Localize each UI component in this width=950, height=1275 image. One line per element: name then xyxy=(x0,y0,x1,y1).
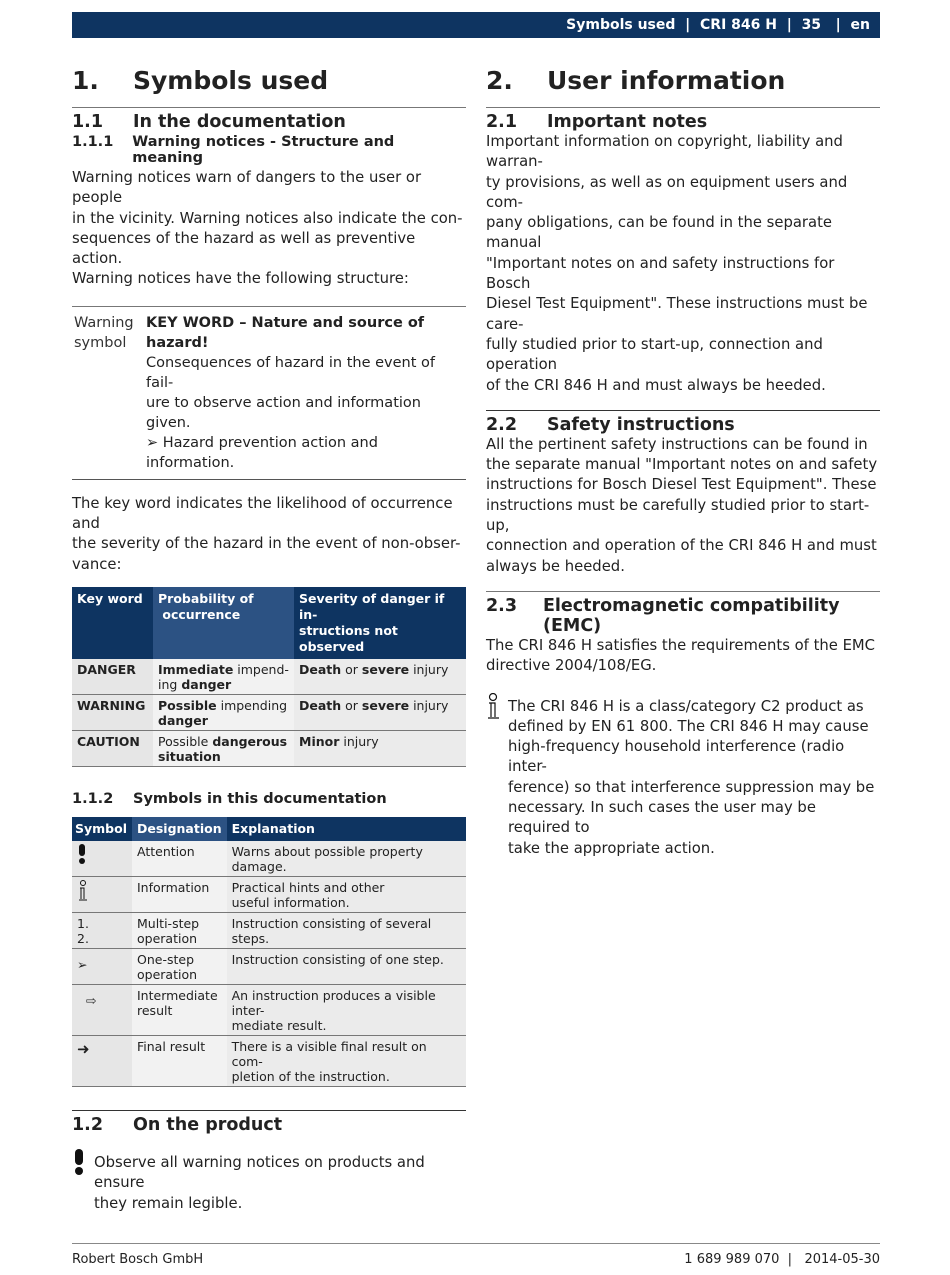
table-cell xyxy=(72,912,132,948)
text-line: the severity of the hazard in the event of non-obser- xyxy=(72,535,461,553)
section-number: 2. xyxy=(486,66,513,95)
text-line: symbol xyxy=(74,334,127,351)
text-line: ➢ Hazard prevention action and information. xyxy=(146,434,378,471)
text-line: of the CRI 846 H and must always be heeded. xyxy=(486,376,826,394)
safety-instructions-text xyxy=(486,435,880,577)
info-icon xyxy=(77,880,89,902)
text-line: ure to observe action and information given. xyxy=(146,394,421,431)
text-line: defined by EN 61 800. The CRI 846 H may cause xyxy=(508,717,869,735)
table-row xyxy=(72,841,466,877)
text-line: fully studied prior to start-up, connection and operation xyxy=(486,335,823,374)
text-line: operation xyxy=(137,930,198,946)
text-line: ference) so that interference suppression may be xyxy=(508,778,875,796)
text: injury xyxy=(409,697,449,713)
text: impend- xyxy=(233,661,289,677)
text-line: they remain legible. xyxy=(94,1194,243,1212)
table-header-row xyxy=(72,817,466,841)
important-notes-text xyxy=(486,132,880,396)
section-number: 1.1.1 xyxy=(72,134,114,150)
divider xyxy=(486,591,880,592)
column-header: Key word xyxy=(72,587,153,659)
table-cell xyxy=(227,1035,466,1086)
text-line: Practical hints and other xyxy=(231,879,385,895)
text-bold: dangerous xyxy=(212,733,288,749)
emc-text xyxy=(486,636,880,677)
column-header xyxy=(294,587,466,659)
table-cell xyxy=(153,694,294,730)
section-title: Symbols used xyxy=(133,66,329,95)
exclamation-icon xyxy=(77,844,87,864)
keyword-line: KEY WORD – Nature and source of hazard! xyxy=(146,314,425,351)
product-warning-note xyxy=(72,1149,466,1214)
divider xyxy=(486,410,880,411)
emc-note-text xyxy=(508,697,880,859)
section-title: In the documentation xyxy=(133,112,346,132)
keyword-table xyxy=(72,587,466,767)
text-line: The key word indicates the likelihood of occurrence and xyxy=(72,494,453,533)
text-line: Severity of danger if in- xyxy=(299,590,445,622)
divider xyxy=(72,107,466,108)
text-line: operation xyxy=(137,966,198,982)
divider xyxy=(72,1110,466,1111)
warning-notice-text xyxy=(146,313,466,473)
emc-info-note xyxy=(486,693,880,859)
text-line: high-frequency household interference (radio inter- xyxy=(508,738,845,776)
section-2-3-heading xyxy=(486,596,880,636)
table-cell: Instruction consisting of several steps. xyxy=(227,912,466,948)
text-line: connection and operation of the CRI 846 H and must xyxy=(486,537,877,555)
text-line: Observe all warning notices on products and ensure xyxy=(94,1153,425,1192)
document-number-date: 1 689 989 070 | 2014-05-30 xyxy=(684,1252,880,1267)
table-row xyxy=(72,948,466,984)
text-line: pletion of the instruction. xyxy=(231,1068,390,1084)
section-1-1-1-heading xyxy=(72,134,466,166)
text-line: in the vicinity. Warning notices also indicate the con- xyxy=(72,209,463,227)
text-line: Diesel Test Equipment". These instructions must be care- xyxy=(486,295,868,333)
section-title: Warning notices - Structure and meaning xyxy=(132,134,395,166)
keyword: WARNING xyxy=(77,697,146,713)
section-title: Important notes xyxy=(547,112,708,132)
text-line: ty provisions, as well as on equipment users and com- xyxy=(486,173,848,211)
table-row xyxy=(72,912,466,948)
company-name: Robert Bosch GmbH xyxy=(72,1252,204,1267)
text-line: useful information. xyxy=(231,894,350,910)
table-cell: Final result xyxy=(132,1035,227,1086)
table-cell xyxy=(294,659,466,695)
text-line: always be heeded. xyxy=(486,557,625,575)
section-title: Electromagnetic compatibility (EMC) xyxy=(542,595,840,636)
warning-notices-intro xyxy=(72,168,466,290)
text-line: occurrence xyxy=(158,606,241,622)
table-row xyxy=(72,984,466,1035)
table-cell: Attention xyxy=(132,841,227,877)
warning-symbol-label xyxy=(72,313,146,473)
text-line: There is a visible final result on com- xyxy=(231,1038,427,1069)
table-cell xyxy=(72,730,153,766)
section-number: 2.2 xyxy=(486,414,518,435)
text-bold: Death xyxy=(299,661,342,677)
table-cell xyxy=(72,841,132,877)
section-1-heading xyxy=(72,66,466,95)
text-line: mediate result. xyxy=(231,1017,327,1033)
text: or xyxy=(341,661,362,677)
text-line: structions not observed xyxy=(299,622,398,654)
text-line: Probability of xyxy=(158,590,254,606)
text-bold: Death xyxy=(299,697,342,713)
text-line: "Important notes on and safety instructions for Bosch xyxy=(486,254,835,293)
table-cell xyxy=(72,659,153,695)
text: or xyxy=(341,697,362,713)
table-cell xyxy=(132,948,227,984)
text-line: Intermediate xyxy=(137,987,218,1003)
table-row xyxy=(72,730,466,766)
text-line: Warning notices have the following structure: xyxy=(72,270,409,288)
table-cell xyxy=(132,984,227,1035)
text-line: take the appropriate action. xyxy=(508,839,715,857)
text-line: The CRI 846 H is a class/category C2 product as xyxy=(508,697,864,715)
text-bold: danger xyxy=(158,712,208,728)
section-number: 1.1.2 xyxy=(72,790,114,807)
section-2-2-heading xyxy=(486,415,880,435)
section-title: On the product xyxy=(133,1114,283,1135)
section-number: 1. xyxy=(72,66,99,95)
text-bold: severe xyxy=(361,661,410,677)
section-number: 2.3 xyxy=(486,595,518,616)
text-line: directive 2004/108/EG. xyxy=(486,657,657,675)
text-line: necessary. In such cases the user may be required to xyxy=(508,799,816,837)
table-cell: Warns about possible property damage. xyxy=(227,841,466,877)
column-header: Explanation xyxy=(227,817,466,841)
table-cell xyxy=(294,730,466,766)
table-cell: Instruction consisting of one step. xyxy=(227,948,466,984)
text-line: sequences of the hazard as well as preventive action. xyxy=(72,229,416,268)
numbered-steps-icon xyxy=(77,916,89,946)
text-line: the separate manual "Important notes on and safety xyxy=(486,456,878,474)
table-cell xyxy=(153,659,294,695)
table-header-row xyxy=(72,587,466,659)
section-title: Symbols in this documentation xyxy=(133,790,387,807)
info-icon xyxy=(486,693,508,859)
keyword: DANGER xyxy=(77,661,136,677)
table-cell xyxy=(227,876,466,912)
text-line: One-step xyxy=(137,951,195,967)
bold-arrow-icon: ➜ xyxy=(77,1039,90,1058)
text: injury xyxy=(339,733,379,749)
table-cell xyxy=(72,948,132,984)
table-row xyxy=(72,1035,466,1086)
table-cell xyxy=(72,984,132,1035)
table-cell xyxy=(153,730,294,766)
left-column xyxy=(72,60,466,1214)
table-cell xyxy=(72,694,153,730)
section-2-1-heading xyxy=(486,112,880,132)
table-cell xyxy=(294,694,466,730)
arrowhead-icon: ➢ xyxy=(77,956,88,972)
text-line: All the pertinent safety instructions can be found in xyxy=(486,435,868,453)
text-line: Important information on copyright, liability and warran- xyxy=(486,133,843,171)
page-footer xyxy=(72,1243,880,1267)
text-bold: danger xyxy=(181,676,232,692)
table-cell xyxy=(132,912,227,948)
text-line: Consequences of hazard in the event of fail- xyxy=(146,354,436,391)
table-cell xyxy=(72,876,132,912)
text-line: instructions must be carefully studied prior to start-up, xyxy=(486,496,870,535)
text-line: Warning xyxy=(74,314,134,331)
section-1-1-heading xyxy=(72,112,466,132)
text-line: 1. xyxy=(77,915,89,931)
text-bold: situation xyxy=(158,748,221,764)
text-bold: Immediate xyxy=(158,661,234,677)
table-row xyxy=(72,694,466,730)
table-cell xyxy=(72,1035,132,1086)
text-line: result xyxy=(137,1002,173,1018)
exclamation-icon xyxy=(72,1149,94,1214)
section-title: User information xyxy=(547,66,786,95)
text-line: pany obligations, can be found in the separate manual xyxy=(486,214,832,252)
table-cell xyxy=(227,984,466,1035)
text: ing xyxy=(158,676,182,692)
section-1-1-2-heading xyxy=(72,791,466,807)
table-cell: Information xyxy=(132,876,227,912)
divider xyxy=(486,107,880,108)
text-line: The CRI 846 H satisfies the requirements of the EMC xyxy=(486,636,876,654)
text-line: 2. xyxy=(77,930,89,946)
keyword-explanation xyxy=(72,494,466,575)
section-number: 2.1 xyxy=(486,112,518,132)
outline-arrow-icon: ⇨ xyxy=(86,992,97,1008)
text-bold: severe xyxy=(361,697,410,713)
text-line: Multi-step xyxy=(137,915,200,931)
text-line: instructions for Bosch Diesel Test Equipment". These xyxy=(486,476,877,494)
section-number: 1.2 xyxy=(72,1114,104,1135)
symbols-table xyxy=(72,817,466,1087)
page-header-bar: Symbols used | CRI 846 H | 35 | en xyxy=(72,12,880,38)
keyword: CAUTION xyxy=(77,733,140,749)
column-header: Symbol xyxy=(72,817,132,841)
section-2-heading xyxy=(486,66,880,95)
text-line: Warning notices warn of dangers to the user or people xyxy=(72,169,422,207)
text-bold: Minor xyxy=(299,733,340,749)
table-row xyxy=(72,876,466,912)
product-warning-text xyxy=(94,1153,466,1214)
text-bold: Possible xyxy=(158,697,217,713)
right-column xyxy=(486,60,880,859)
text: impending xyxy=(216,697,288,713)
table-row xyxy=(72,659,466,695)
text: Possible xyxy=(158,733,213,749)
section-title: Safety instructions xyxy=(547,414,735,435)
section-1-2-heading xyxy=(72,1115,466,1135)
column-header: Designation xyxy=(132,817,227,841)
warning-notice-structure-box xyxy=(72,306,466,480)
text: injury xyxy=(409,661,449,677)
column-header xyxy=(153,587,294,659)
text-line: vance: xyxy=(72,555,122,573)
text-line: An instruction produces a visible inter- xyxy=(231,987,436,1018)
section-number: 1.1 xyxy=(72,112,104,132)
